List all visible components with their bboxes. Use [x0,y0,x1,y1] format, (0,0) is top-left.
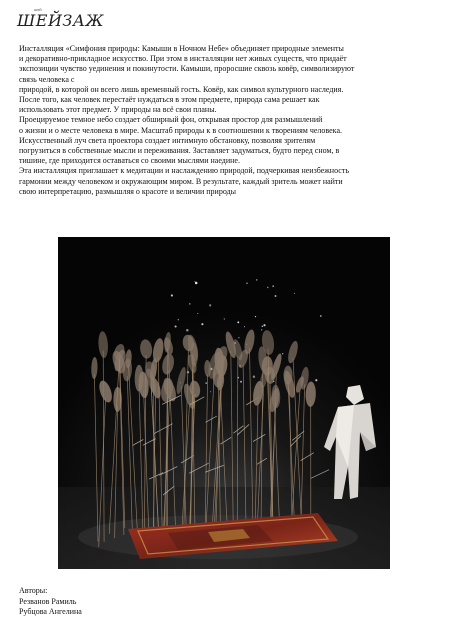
text-line: и декоративно-прикладное искусство. При этом в инсталляции нет живых существ, что придаёт [19,54,347,64]
text-line: свою интерпретацию, размышляя о красоте и величии природы [19,186,237,196]
star [246,282,247,283]
star [255,316,256,317]
star [240,381,242,383]
star [205,382,207,384]
description-text [19,44,431,197]
logo: ШЕЙЗАЖ [17,11,104,30]
star [201,323,203,325]
authors-block [19,586,82,618]
text-line: о жизни и о месте человека в мире. Масштаб природы к в соотношении к творениям человека. [19,125,342,135]
star [253,376,255,378]
star [294,293,295,294]
text-line: Эта инсталляция приглашает к медитации и наслаждению природой, подчеркивая неизбежность [19,166,349,176]
installation-render [58,237,390,569]
star [267,287,269,289]
text-line: связь человека с [19,74,75,84]
star [256,279,258,281]
star [275,295,277,297]
text-line: природой, в которой он всего лишь временный гость. Ковёр, как символ культурного наследия. [19,84,344,94]
star [262,326,263,327]
star [261,329,262,330]
star [282,353,283,354]
star [209,304,211,306]
star [186,329,189,332]
star [171,294,173,296]
star [263,324,265,326]
star [175,325,177,327]
text-line: экспозиции чувство уединения и покинутости. Камыши, проросшие сквозь ковёр, символизируют [19,64,355,74]
star [210,391,211,392]
star [197,313,198,314]
star [238,337,239,338]
star [244,326,245,327]
star [189,303,191,305]
author-name: Резванов Рамиль [19,596,77,606]
star [315,379,317,381]
star [272,285,274,287]
text-line: После того, как человек перестаёт нуждаться в этом предмете, природа сама решает как [19,95,320,105]
star [237,321,239,323]
star [320,315,322,317]
text-line: использовать этот предмет. У природы на всё свои планы. [19,105,217,115]
text-line: Искусственный луч света проектора создает интимную обстановку, позволяя зрителям [19,135,316,145]
text-line: погрузиться в собственные мысли и переживания. Заставляет задуматься, будто перед сном, в [19,146,340,156]
text-line: Инсталляция «Симфония природы: Камыши в Ночном Небе» объединяет природные элементы [19,44,344,53]
star [194,281,195,282]
text-line: гармонии между человеком и окружающим миром. В результате, каждый зритель может найти [19,176,343,186]
authors-label: Авторы: [19,586,48,595]
star [178,319,179,320]
text-line: Проецируемое темное небо создает обширный фон, открывая простор для размышлений [19,115,323,125]
installation-scene [58,237,390,569]
author-name: Рубцова Ангелина [19,607,82,616]
star [224,318,225,319]
star [195,282,198,285]
text-line: тишине, где приходится оставаться со своими мыслями наедине. [19,156,240,166]
logo-superscript: шей [34,7,42,12]
